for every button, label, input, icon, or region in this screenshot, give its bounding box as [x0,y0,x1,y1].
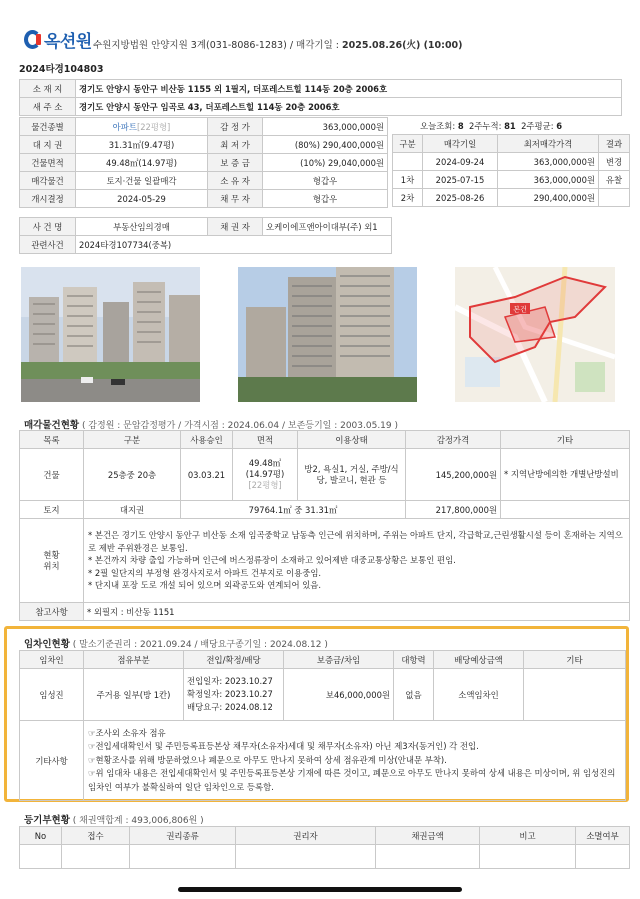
land-row-label: 토지 [20,501,84,519]
tenant-etc [524,669,626,721]
property-detail-table [19,117,388,208]
rounds-header: 매각기일 [423,135,498,153]
tenant-table [19,650,626,801]
case-name-label: 사 건 명 [20,218,76,236]
area-sqm: 49.48㎡ [248,458,282,468]
registry-header: No [20,827,62,845]
tenant-header: 배당예상금액 [434,651,524,669]
logo-text: 옥션원 [44,31,92,52]
deposit-value: (10%) 29,040,000원 [263,154,388,172]
rounds-header: 결과 [599,135,630,153]
registry-title: 등기부현황 [24,815,70,826]
building-area-value: 49.48㎡(14.97평) [76,154,208,172]
type-link[interactable]: 아파트 [112,121,137,132]
type-label: 물건종별 [20,118,76,136]
today-count: 8 [457,121,464,131]
tenant-header: 보증금/차임 [284,651,394,669]
round-result [599,189,630,207]
location-line: * 2필 일단지의 부정형 완경사지로서 아파트 건부지로 이용중임. [88,567,322,578]
other-label: 기타사항 [20,721,84,801]
logo-icon [24,30,41,49]
area-pyeong: (14.97평) [245,469,285,479]
land-value: 31.31㎡(9.47평) [76,136,208,154]
claim-date: 배당요구: 2024.08.12 [187,702,273,712]
round-date: 2024-09-24 [423,153,498,171]
tenant-name: 임성진 [20,669,84,721]
tenant-header: 대항력 [394,651,434,669]
logo [24,29,92,52]
tenant-section-title [24,636,328,650]
debtor-label: 채 무 자 [208,190,263,208]
status-header: 목록 [20,431,84,449]
creditor-label: 채 권 자 [208,218,263,236]
case-name-value: 부동산임의경매 [76,218,208,236]
sale-date: 2025.08.26(火) (10:00) [342,40,463,51]
debtor-value: 형갑우 [263,190,388,208]
status-table [19,430,630,621]
registry-table [19,826,630,869]
status-header: 면적 [233,431,298,449]
week2-label: 2주누적: [469,121,505,131]
view-stats [420,120,562,132]
round-price: 363,000,000원 [498,153,599,171]
related-value[interactable]: 2024타경107734(중복) [76,236,392,254]
location-line: * 단지내 포장 도로 개설 되어 있으며 외곽공도와 연계되어 있음. [88,580,322,591]
status-subtitle: ( 감정원 : 문암감정평가 / 가격시점 : 2024.06.04 / 보존등기일 : 2003.05.19 ) [81,421,399,431]
location-line: * 본건은 경기도 안양시 동안구 비산동 소재 임곡중학교 남동측 인근에 위치하며, 주위는 아파트 단지, 각급학교,근린생활시설 등이 혼재하는 지역으로 제반 주위환경은 보통임. [88,530,623,553]
round-no: 1차 [393,171,423,189]
start-value: 2024-05-29 [76,190,208,208]
building-price: 145,200,000원 [406,449,501,501]
land-area: 79764.1㎡ 중 31.31㎡ [181,501,406,519]
court-info [93,37,463,51]
registry-section-title [24,812,204,826]
tenant-header: 기타 [524,651,626,669]
building-row-label: 건물 [20,449,84,501]
week2-count: 81 [504,121,516,131]
rounds-table [392,134,630,207]
min-price-value: (80%) 290,400,000원 [263,136,388,154]
page-header [0,0,640,58]
registry-header: 권리종류 [130,827,236,845]
exterior-photo-2[interactable] [238,267,417,402]
sale-object-label: 매각물건 [20,172,76,190]
round-price: 363,000,000원 [498,171,599,189]
start-label: 개시결정 [20,190,76,208]
land-kind: 대지권 [84,501,181,519]
rounds-header: 최저매각가격 [498,135,599,153]
other-line: ☞현황조사를 위해 방문하였으나 폐문으로 아무도 만나지 못하여 상세 점유관계 미상(안내문 부착). [88,754,447,765]
building-approved: 03.03.21 [181,449,233,501]
other-line: ☞전입세대확인서 및 주민등록표등본상 채무자(소유자)세대 및 채무자(소유자) 아닌 제3자(동거인) 각 전입. [88,741,479,752]
min-price-label: 최 저 가 [208,136,263,154]
case-table [19,217,392,254]
area-type: [22평형] [248,480,282,490]
status-header: 감정가격 [406,431,501,449]
registry-header: 소멸여부 [576,827,630,845]
registry-header: 비고 [480,827,576,845]
status-section-title [24,417,398,431]
other-line: ☞조사외 소유자 점유 [88,727,166,738]
map-marker-label: 본건 [513,305,527,314]
today-label: 오늘조회: [420,121,458,131]
round-no [393,153,423,171]
status-title: 매각물건현황 [24,420,80,431]
moved-in-date: 전입일자: 2023.10.27 [187,676,273,686]
other-line: ☞위 임대차 내용은 전입세대확인서 및 주민등록표등본상 기재에 따른 것이고, 폐문으로 아무도 만나지 못하여 상세 내용은 미상이며, 위 임성진의 임차인 여부가 불확실하여 일단 임차인으로 등록함. [88,768,616,792]
appraisal-value: 363,000,000원 [263,118,388,136]
creditor-value: 오케이에프앤아이대부(주) 외1 [263,218,392,236]
new-address-label: 새 주 소 [20,98,76,116]
appraisal-label: 감 정 가 [208,118,263,136]
sale-object-value: 토지·건물 일괄매각 [76,172,208,190]
round-result: 변경 [599,153,630,171]
round-result: 유찰 [599,171,630,189]
status-header: 기타 [501,431,630,449]
status-header: 이용상태 [298,431,406,449]
owner-value: 형갑우 [263,172,388,190]
related-label: 관련사건 [20,236,76,254]
round-no: 2차 [393,189,423,207]
tenant-opposing: 없음 [394,669,434,721]
building-etc: * 지역난방에의한 개별난방설비 [501,449,630,501]
separator: / [286,40,297,51]
tenant-dates [184,669,284,721]
type-note: [22평형] [136,121,171,132]
location-value: 경기도 안양시 동안구 비산동 1155 외 1필지, 더포레스트힐 114동 20층 2006호 [76,80,622,98]
tenant-header: 임차인 [20,651,84,669]
building-usage: 방2, 욕실1, 거실, 주방/식당, 발코니, 현관 등 [298,449,406,501]
land-label: 대 지 권 [20,136,76,154]
round-date: 2025-07-15 [423,171,498,189]
location-status-label: 현황 위치 [20,519,84,603]
registry-header: 권리자 [236,827,376,845]
building-kind: 25층중 20층 [84,449,181,501]
case-number: 2024타경104803 [19,64,104,75]
court-name: 수원지방법원 안양지원 3계(031-8086-1283) [93,40,287,51]
tenant-expected: 소액임차인 [434,669,524,721]
round-date: 2025-08-26 [423,189,498,207]
tenant-subtitle: ( 말소기준권리 : 2021.09.24 / 배당요구종기일 : 2024.08.12 ) [72,640,328,650]
tenant-part: 주거용 일부(방 1칸) [84,669,184,721]
new-address-value: 경기도 안양시 동안구 임곡로 43, 더포레스트힐 114동 20층 2006호 [76,98,622,116]
avg-count: 6 [556,121,563,131]
location-status-text [84,519,630,603]
avg-label: 2주평균: [521,121,557,131]
fixed-date: 확정일자: 2023.10.27 [187,689,273,699]
registry-header: 채권금액 [376,827,480,845]
deposit-label: 보 증 금 [208,154,263,172]
exterior-photo-1[interactable] [21,267,200,402]
type-value [76,118,208,136]
location-label: 소 재 지 [20,80,76,98]
rounds-header: 구분 [393,135,423,153]
ref-value: * 외필지 : 비산동 1151 [84,603,630,621]
building-area [233,449,298,501]
location-map[interactable] [455,267,615,402]
ref-label: 참고사항 [20,603,84,621]
property-info-table [19,79,622,116]
tenant-header: 전입/확정/배당 [184,651,284,669]
tenant-header: 점유부분 [84,651,184,669]
land-price: 217,800,000원 [406,501,501,519]
owner-label: 소 유 자 [208,172,263,190]
status-header: 사용승인 [181,431,233,449]
tenant-deposit: 보46,000,000원 [284,669,394,721]
other-text [84,721,626,801]
tenant-title: 임차인현황 [24,639,70,650]
location-line: * 본건까지 차량 출입 가능하며 인근에 버스정류장이 소재하고 있어제반 대중교통상황은 보통인 편임. [88,555,456,566]
home-indicator[interactable] [178,887,462,892]
status-header: 구분 [84,431,181,449]
round-price: 290,400,000원 [498,189,599,207]
sale-date-label: 매각기일 : [296,40,342,51]
registry-header: 접수 [62,827,130,845]
building-area-label: 건물면적 [20,154,76,172]
registry-subtitle: ( 채권액합계 : 493,006,806원 ) [72,816,204,826]
